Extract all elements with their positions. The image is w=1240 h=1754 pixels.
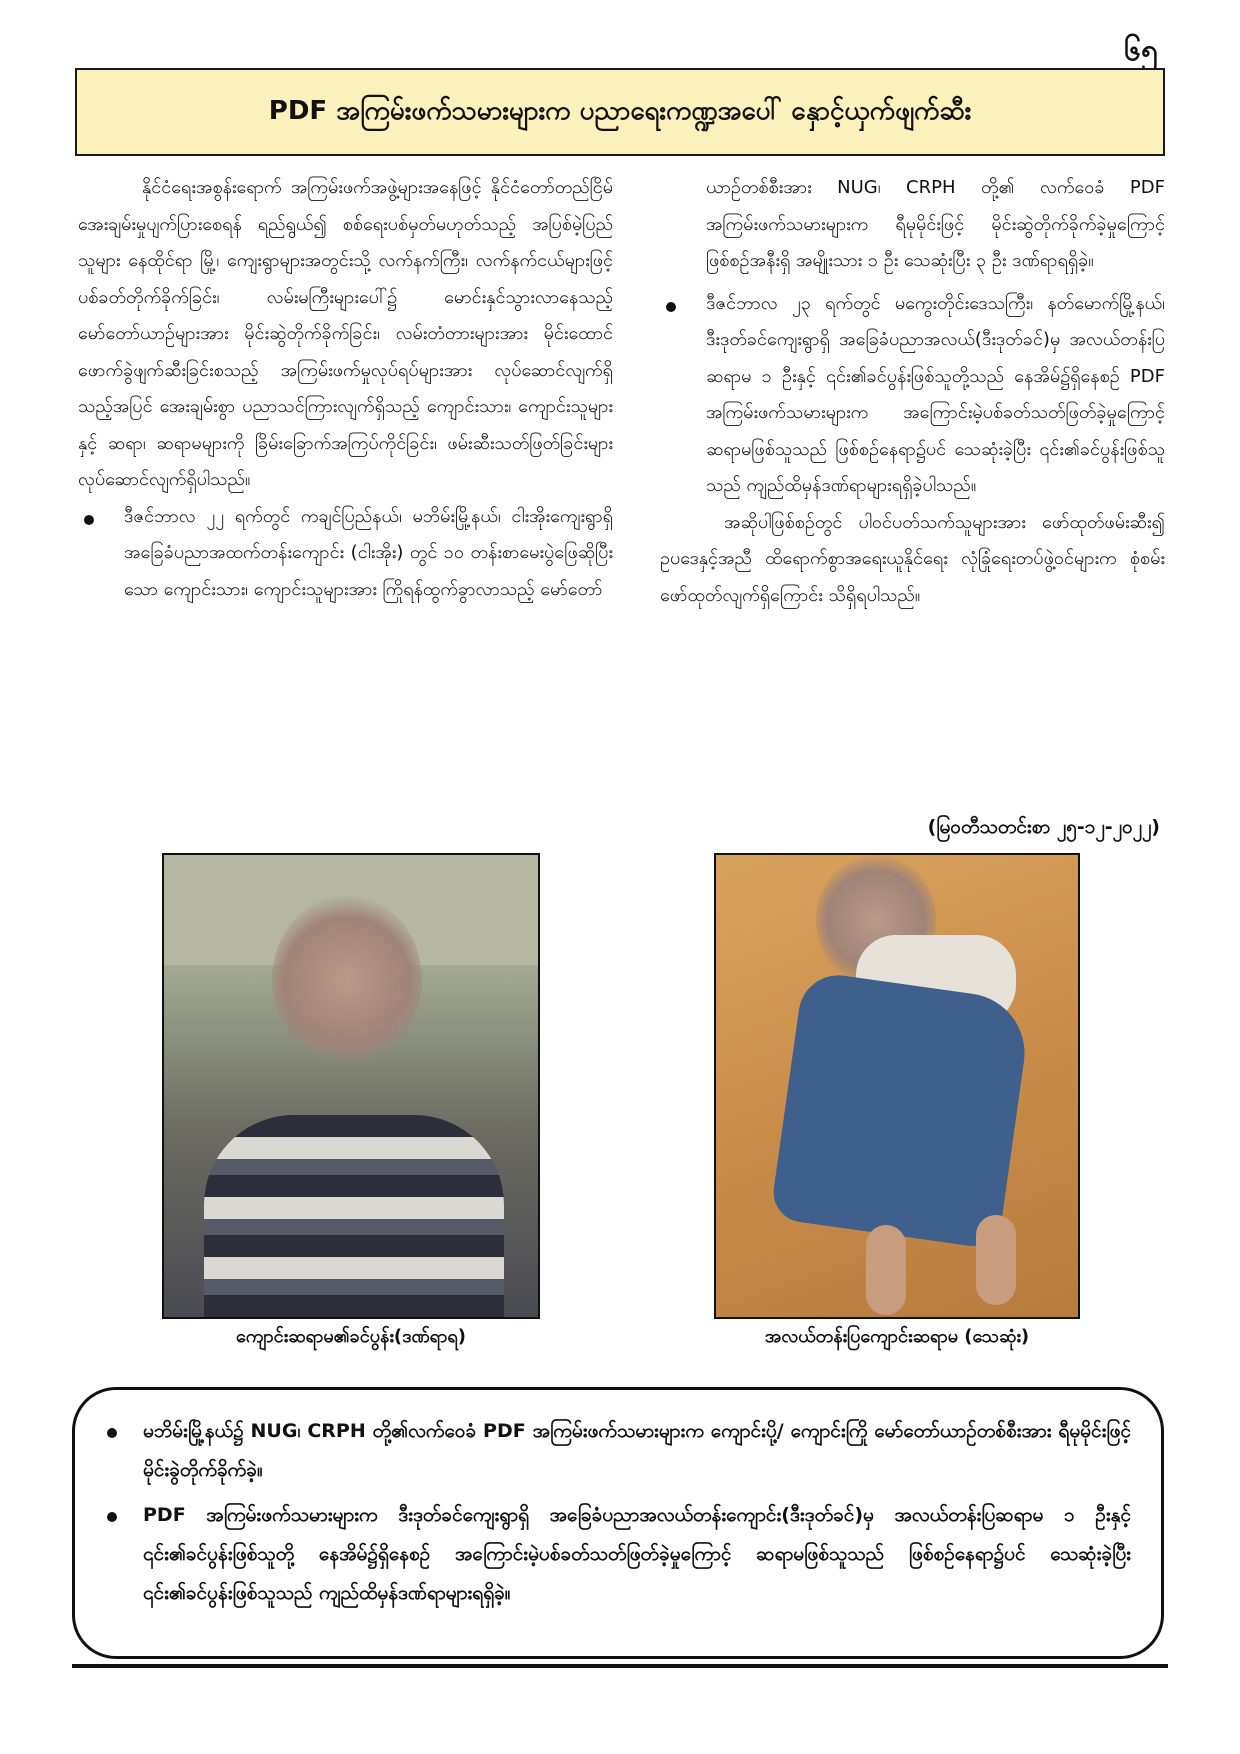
summary-item [105,1496,1131,1613]
right-column [660,170,1165,614]
page-number: ၆၅ [1124,33,1158,68]
bullet-text: ဒီဇင်ဘာလ ၂၃ ရက်တွင် မကွေးတိုင်းဒေသကြီး၊ နတ်မောက်မြို့နယ်၊ ဒီးဒုတ်ခင်ကျေးရွာရှိ အခြေခံပညာအလယ်(ဒီးဒုတ်ခင်)မှ အလယ်တန်းပြဆရာမ ၁ ဦးနှင့် ၎င်း၏ခင်ပွန်းဖြစ်သူတို့သည် နေအိမ်၌ရှိနေစဉ် PDF အကြမ်းဖက်သမားများက အကြောင်းမဲ့ပစ်ခတ်သတ်ဖြတ်ခဲ့မှုကြောင့် ဆရာမဖြစ်သူသည် ဖြစ်စဉ်နေရာ၌ပင် သေဆုံးခဲ့ပြီး ၎င်း၏ခင်ပွန်းဖြစ်သူသည် ကျည်ထိမှန်ဒဏ်ရာများရရှိခဲ့ပါသည်။ [706,292,1165,496]
photo-caption: ကျောင်းဆရာမ၏ခင်ပွန်း(ဒဏ်ရာရ) [236,1326,466,1347]
bullet-item [660,286,1165,505]
title-box [75,68,1165,156]
left-column [78,170,613,608]
closing-paragraph: အဆိုပါဖြစ်စဉ်တွင် ပါဝင်ပတ်သက်သူများအား ဖော်ထုတ်ဖမ်းဆီး၍ ဥပဒေနှင့်အညီ ထိရောက်စွာအရေးယူနိုင်ရေး လုံခြုံရေးတပ်ဖွဲ့ဝင်များက စုံစမ်းဖော်ထုတ်လျက်ရှိကြောင်း သိရှိရပါသည်။ [660,511,1165,606]
photo-deceased-teacher [714,853,1080,1319]
bullet-dot [107,1428,117,1438]
bullet-dot [666,302,676,312]
source-citation: (မြဝတီသတင်းစာ ၂၅-၁၂-၂၀၂၂) [927,816,1160,838]
bullet-text: ဒီဇင်ဘာလ ၂၂ ရက်တွင် ကချင်ပြည်နယ်၊ မဘိမ်းမြို့နယ်၊ ငါးအိုးကျေးရွာရှိ အခြေခံပညာအထက်တန်းကျောင်း (ငါးအိုး) တွင် ၁၀ တန်းစာမေးပွဲဖြေဆိုပြီးသော ကျောင်းသား၊ ကျောင်းသူများအား ကြိုရန်ထွက်ခွာလာသည့် မော်တော် [124,505,613,600]
summary-box [72,1387,1164,1659]
bottom-rule [72,1664,1168,1668]
photo-caption: အလယ်တန်းပြကျောင်းဆရာမ (သေဆုံး) [764,1326,1030,1347]
bullet-dot [107,1512,117,1522]
summary-text: PDF အကြမ်းဖက်သမားများက ဒီးဒုတ်ခင်ကျေးရွာရှိ အခြေခံပညာအလယ်တန်းကျောင်း(ဒီးဒုတ်ခင်)မှ အလယ်တန်းပြဆရာမ ၁ ဦးနှင့် ၎င်း၏ခင်ပွန်းဖြစ်သူတို့ နေအိမ်၌ရှိနေစဉ် အကြောင်းမဲ့ပစ်ခတ်သတ်ဖြတ်ခဲ့မှုကြောင့် ဆရာမဖြစ်သူသည် ဖြစ်စဉ်နေရာ၌ပင် သေဆုံးခဲ့ပြီး ၎င်း၏ခင်ပွန်းဖြစ်သူသည် ကျည်ထိမှန်ဒဏ်ရာများရရှိခဲ့။ [143,1504,1131,1604]
bullet-dot [84,515,94,525]
summary-item [105,1412,1131,1490]
bullet-item [78,499,613,609]
bullet-continuation: ယာဉ်တစ်စီးအား NUG၊ CRPH တို့၏ လက်ဝေခံ PDF အကြမ်းဖက်သမားများက ရီမုမိုင်းဖြင့် မိုင်းဆွဲတိုက်ခိုက်ခဲ့မှုကြောင့် ဖြစ်စဉ်အနီးရှိ အမျိုးသား ၁ ဦး သေဆုံးပြီး ၃ ဦး ဒဏ်ရာရရှိခဲ့။ [706,177,1165,271]
page-title: PDF အကြမ်းဖက်သမားများက ပညာရေးကဏ္ဍအပေါ် နှောင့်ယှက်ဖျက်ဆီး [268,95,972,126]
intro-paragraph: နိုင်ငံရေးအစွန်းရောက် အကြမ်းဖက်အဖွဲ့များအနေဖြင့် နိုင်ငံတော်တည်ငြိမ်အေးချမ်းမှုပျက်ပြားစေရန် ရည်ရွယ်၍ စစ်ရေးပစ်မှတ်မဟုတ်သည့် အပြစ်မဲ့ပြည်သူများ နေထိုင်ရာ မြို့၊ ကျေးရွာများအတွင်းသို့ လက်နက်ကြီး၊ လက်နက်ငယ်များဖြင့် ပစ်ခတ်တိုက်ခိုက်ခြင်း၊ လမ်းမကြီးများပေါ်၌ မောင်းနှင်သွားလာနေသည့် မော်တော်ယာဉ်များအား မိုင်းဆွဲတိုက်ခိုက်ခြင်း၊ လမ်းတံတားများအား မိုင်းထောင်ဖောက်ခွဲဖျက်ဆီးခြင်းစသည့် အကြမ်းဖက်မှုလုပ်ရပ်များအား လုပ်ဆောင်လျက်ရှိသည့်အပြင် အေးချမ်းစွာ ပညာသင်ကြားလျက်ရှိသည့် ကျောင်းသား၊ ကျောင်းသူများနှင့် ဆရာ၊ ဆရာမများကို ခြိမ်းခြောက်အကြပ်ကိုင်ခြင်း၊ ဖမ်းဆီးသတ်ဖြတ်ခြင်းများ လုပ်ဆောင်လျက်ရှိပါသည်။ [78,177,613,490]
summary-text: မဘိမ်းမြို့နယ်၌ NUG၊ CRPH တို့၏လက်ဝေခံ PDF အကြမ်းဖက်သမားများက ကျောင်းပို့/ ကျောင်းကြို မော်တော်ယာဉ်တစ်စီးအား ရီမုမိုင်းဖြင့် မိုင်းခွဲတိုက်ခိုက်ခဲ့။ [143,1420,1131,1481]
photo-injured-husband [162,853,540,1319]
